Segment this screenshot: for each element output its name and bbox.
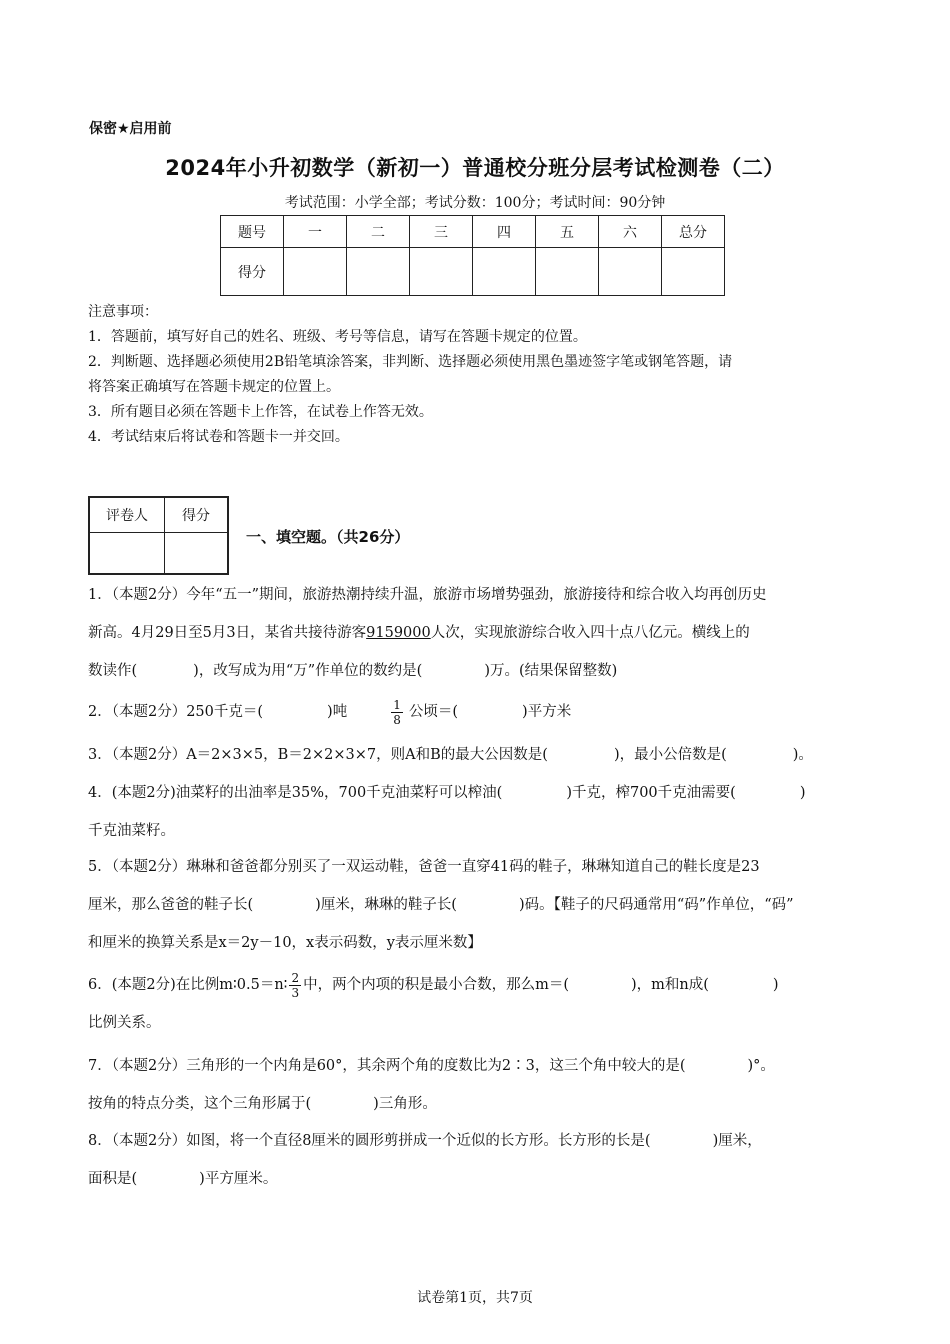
page-title: 2024年小升初数学（新初一）普通校分班分层考试检测卷（二） [165, 156, 785, 180]
q2-text: )吨 [327, 704, 348, 720]
score-header-cell: 五 [536, 216, 599, 248]
q5-text: 厘米，那么爸爸的鞋子长( [88, 897, 254, 913]
fraction-numerator: 1 [393, 697, 401, 712]
q6-text: )，m和n成( [631, 977, 709, 993]
q1-line1: 1．（本题2分）今年“五一”期间，旅游热潮持续升温，旅游市场增势强劲，旅游接待和综合收入均再创历史 [88, 587, 767, 603]
question-8 [88, 1122, 868, 1198]
score-cell[interactable] [662, 248, 725, 296]
q2-text: 2．（本题2分）250千克＝( [88, 704, 264, 720]
notes-item: 1．答题前，填写好自己的姓名、班级、考号等信息，请写在答题卡规定的位置。 [88, 329, 587, 345]
q3-text: )，最小公倍数是( [613, 747, 727, 763]
q1-line3 [88, 652, 868, 690]
grader-score-cell[interactable] [165, 533, 229, 575]
question-4 [88, 774, 868, 850]
q5-line1: 5．（本题2分）琳琳和爸爸都分别买了一双运动鞋，爸爸一直穿41码的鞋子，琳琳知道自己的鞋长度是23 [88, 859, 760, 875]
q1-number: 9159000 [366, 625, 431, 641]
score-cell[interactable] [410, 248, 473, 296]
q1-text: 人次，实现旅游综合收入四十点八亿元。横线上的 [430, 625, 750, 641]
q7-text: 按角的特点分类，这个三角形属于( [88, 1096, 312, 1112]
grader-score-label: 得分 [165, 497, 229, 533]
q2-text: )平方米 [522, 704, 572, 720]
score-header-cell: 总分 [662, 216, 725, 248]
notes-item: 3．所有题目必须在答题卡上作答，在试卷上作答无效。 [88, 404, 433, 420]
q5-line3: 和厘米的换算关系是x＝2y－10，x表示码数，y表示厘米数】 [88, 935, 482, 951]
score-cell[interactable] [473, 248, 536, 296]
score-header-cell: 四 [473, 216, 536, 248]
question-2 [88, 693, 868, 731]
question-3 [88, 736, 868, 774]
fraction [289, 971, 301, 1000]
question-1 [88, 576, 868, 690]
q5-line2 [88, 886, 868, 924]
notes-item: 4．考试结束后将试卷和答题卡一并交回。 [88, 429, 349, 445]
fraction-denominator: 3 [291, 985, 300, 1000]
grader-reviewer-cell[interactable] [89, 533, 165, 575]
q3-text: )。 [792, 747, 813, 763]
fraction [391, 698, 403, 727]
notes-item: 2．判断题、选择题必须使用2B铅笔填涂答案，非判断、选择题必须使用黑色墨迹签字笔或钢笔答题，请 [88, 354, 733, 370]
q1-text: )，改写成为用“万”作单位的数约是( [193, 663, 423, 679]
q6-line1 [88, 966, 868, 1004]
notes-item: 将答案正确填写在答题卡规定的位置上。 [88, 379, 340, 395]
score-table [220, 215, 725, 296]
exam-range: 考试范围：小学全部；考试分数：100分；考试时间：90分钟 [284, 195, 666, 211]
score-cell[interactable] [536, 248, 599, 296]
q8-text: 8．（本题2分）如图，将一个直径8厘米的圆形剪拼成一个近似的长方形。长方形的长是( [88, 1133, 651, 1149]
q4-text: 4．(本题2分)油菜籽的出油率是35%，700千克油菜籽可以榨油( [88, 785, 503, 801]
q7-line1 [88, 1047, 868, 1085]
q8-text: )厘米， [712, 1133, 762, 1149]
q5-text: )厘米，琳琳的鞋子长( [315, 897, 457, 913]
grader-table [88, 496, 229, 575]
q7-line2 [88, 1085, 868, 1123]
score-header-cell: 一 [284, 216, 347, 248]
grader-reviewer-label: 评卷人 [89, 497, 165, 533]
notes-heading: 注意事项： [88, 304, 158, 320]
fraction-numerator: 2 [291, 970, 300, 985]
score-header-cell: 三 [410, 216, 473, 248]
score-cell[interactable] [284, 248, 347, 296]
q1-text: 新高。4月29日至5月3日，某省共接待游客 [88, 625, 367, 641]
q4-text: ) [799, 785, 806, 801]
q7-text: 7．（本题2分）三角形的一个内角是60°，其余两个角的度数比为2∶3，这三个角中较大的是( [88, 1058, 686, 1074]
score-cell[interactable] [347, 248, 410, 296]
score-cell[interactable] [599, 248, 662, 296]
question-6 [88, 966, 868, 1042]
q2-text: 公顷＝( [408, 704, 459, 720]
notes [88, 300, 868, 450]
q6-text: 中，两个内项的积是最小合数，那么m＝( [303, 977, 570, 993]
score-header-cell: 六 [599, 216, 662, 248]
q1-text: )万。(结果保留整数) [484, 663, 618, 679]
q7-text: )°。 [747, 1058, 775, 1074]
q7-text: )三角形。 [373, 1096, 437, 1112]
q3-text: 3．（本题2分）A＝2×3×5，B＝2×2×3×7，则A和B的最大公因数是( [88, 747, 548, 763]
question-7 [88, 1047, 868, 1123]
q1-line2 [88, 614, 868, 652]
question-5 [88, 848, 868, 962]
q8-line2 [88, 1160, 868, 1198]
q5-text: )码。【鞋子的尺码通常用“码”作单位，“码” [518, 897, 794, 913]
q8-line1 [88, 1122, 868, 1160]
score-header-cell: 二 [347, 216, 410, 248]
section-heading: 一、填空题。（共26分） [246, 528, 410, 546]
q4-line2: 千克油菜籽。 [88, 823, 175, 839]
q6-text: 6．(本题2分)在比例m∶0.5＝n∶ [88, 977, 288, 993]
q8-text: )平方厘米。 [199, 1171, 278, 1187]
confidential-label: 保密★启用前 [89, 121, 172, 137]
q6-line2: 比例关系。 [88, 1015, 161, 1031]
q4-line1 [88, 774, 868, 812]
page-footer: 试卷第1页，共7页 [417, 1290, 533, 1306]
q8-text: 面积是( [88, 1171, 138, 1187]
score-row-label: 得分 [221, 248, 284, 296]
fraction-denominator: 8 [393, 712, 401, 727]
q4-text: )千克，榨700千克油需要( [566, 785, 736, 801]
q6-text: ) [772, 977, 779, 993]
q1-text: 数读作( [88, 663, 138, 679]
score-header-cell: 题号 [221, 216, 284, 248]
